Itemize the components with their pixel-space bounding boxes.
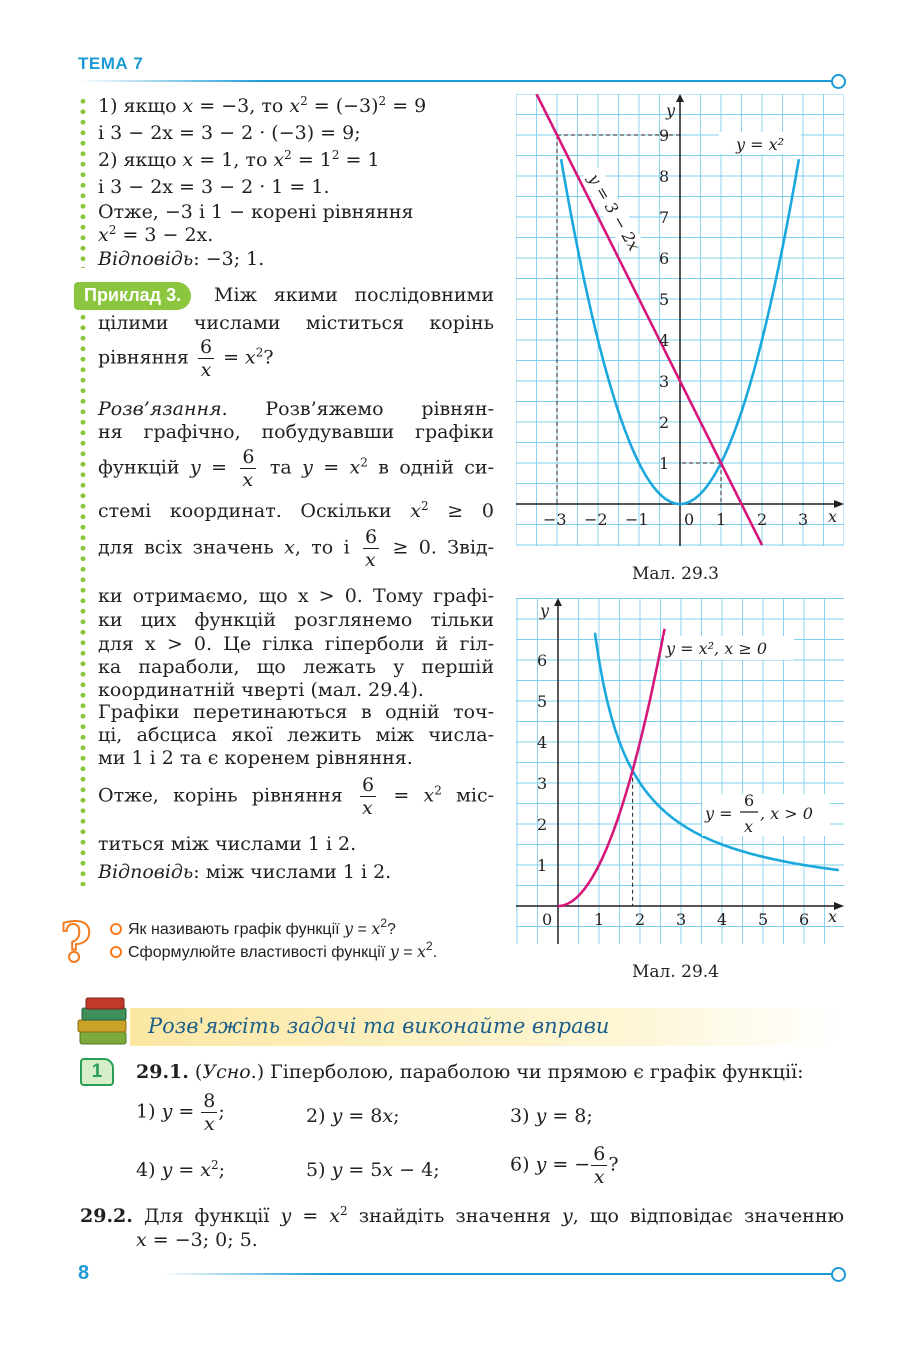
- exercise-option: 1) y = $\frac{8}{x}$ ;: [136, 1090, 225, 1135]
- y-tick-label: 7: [659, 208, 670, 227]
- question-mark-icon: ?: [60, 910, 92, 974]
- figure-caption: Мал. 29.4: [632, 962, 720, 982]
- solution-text: ми 1 і 2 та є коренем рівняння.: [98, 747, 413, 769]
- line-label-group: [581, 167, 645, 256]
- example-question: рівняння $\frac{6}{x}$ = $x^2$?: [98, 336, 274, 381]
- books-icon: [76, 996, 132, 1048]
- review-question: Як називають графік функції $y = x^2$?: [110, 918, 396, 940]
- solution-text: ка параболи, що лежать у першій: [98, 656, 494, 678]
- x-tick-label: 3: [798, 510, 809, 529]
- x-tick-label: 3: [676, 910, 687, 929]
- y-tick-label: 5: [537, 692, 548, 711]
- difficulty-level-badge: 1: [80, 1058, 114, 1086]
- solution-line: і 3 − 2x = 3 − 2 · (−3) = 9;: [98, 122, 361, 144]
- line-label: y = 3 − 2x: [584, 170, 644, 255]
- x-axis-label: x: [828, 907, 838, 926]
- figure-29-4: [516, 598, 844, 944]
- solution-line: і 3 − 2x = 3 − 2 · 1 = 1.: [98, 176, 330, 198]
- bullet-circle-icon: [110, 946, 122, 958]
- solution-text: для всіх значень x, то і $\frac{6}{x}$ ≥ 0. Звід-: [98, 526, 495, 571]
- y-tick-label: 9: [659, 126, 670, 145]
- solution-text: для x > 0. Це гілка гіперболи й гіл-: [98, 633, 494, 655]
- x-tick-label: 1: [594, 910, 605, 929]
- y-axis-label: y: [540, 601, 550, 620]
- exercise-29-1-statement: 29.1. (Усно.) Гіперболою, параболою чи прямою є графік функції:: [136, 1061, 804, 1083]
- solution-line: $x^2 = 3 - 2x$.: [98, 223, 214, 246]
- hyperbola-label-denominator: x: [744, 817, 754, 836]
- x-tick-label: 2: [757, 510, 768, 529]
- parabola-label: y = x²: [736, 135, 785, 154]
- example-question: Між якими послідовними: [214, 284, 494, 306]
- origin-label: 0: [542, 910, 553, 929]
- solution-line: Отже, −3 і 1 − корені рівняння: [98, 201, 414, 223]
- x-tick-label: 1: [716, 510, 727, 529]
- example-question: цілими числами міститься корінь: [98, 312, 494, 334]
- y-tick-label: 5: [659, 290, 670, 309]
- banner-text: Розв'яжіть задачі та виконайте вправи: [148, 1014, 610, 1038]
- exercise-29-2-statement: 29.2. Для функції $y = x^2$ знайдіть значення y, що відповідає значенню: [80, 1204, 845, 1227]
- hyperbola-label-lhs: y =: [705, 804, 733, 823]
- example-badge: Приклад 3.: [74, 282, 191, 310]
- y-axis-arrow: [554, 598, 562, 606]
- dotted-margin: [80, 312, 86, 886]
- topic-header: ТЕМА 7: [78, 54, 144, 73]
- x-tick-label: −1: [625, 510, 649, 529]
- hyperbola-label-numerator: 6: [744, 791, 755, 810]
- footer-rule: [160, 1273, 832, 1275]
- exercise-option: 3) y = 8;: [510, 1105, 593, 1127]
- page-number: 8: [78, 1262, 90, 1284]
- solution-text: функцій y = $\frac{6}{x}$ та $y = x^2$ в одній си-: [98, 446, 494, 491]
- y-axis-arrow: [676, 94, 684, 102]
- bullet-circle-icon: [110, 923, 122, 935]
- answer-line: Відповідь: між числами 1 і 2.: [98, 861, 392, 883]
- exercise-option: 4) $y = x^2$;: [136, 1158, 226, 1181]
- exercise-option: 5) y = 5x − 4;: [306, 1159, 440, 1181]
- x-tick-label: −2: [584, 510, 608, 529]
- y-tick-label: 1: [659, 454, 670, 473]
- y-tick-label: 3: [659, 372, 670, 391]
- y-tick-label: 2: [659, 413, 670, 432]
- review-question: Сформулюйте властивості функції $y = x^2$.: [110, 941, 437, 963]
- parabola-label: y = x², x ≥ 0: [666, 639, 768, 658]
- solution-text: Отже, корінь рівняння $\frac{6}{x}$ = $x^2$ міс-: [98, 774, 495, 819]
- solution-text: ки цих функцій розглянемо тільки: [98, 609, 494, 631]
- solution-text: Графіки перетинаються в одній точ-: [98, 701, 494, 723]
- header-rule-end: [831, 74, 846, 89]
- answer-line: Відповідь: −3; 1.: [98, 248, 265, 270]
- y-tick-label: 6: [537, 651, 548, 670]
- parabola-branch: [558, 629, 665, 906]
- y-tick-label: 6: [659, 249, 670, 268]
- solution-text: координатній чверті (мал. 29.4).: [98, 679, 424, 701]
- y-tick-label: 4: [537, 733, 548, 752]
- y-tick-label: 8: [659, 167, 670, 186]
- x-tick-label: 4: [717, 910, 728, 929]
- x-axis-label: x: [828, 507, 838, 526]
- hyperbola-label-domain: , x > 0: [760, 804, 813, 823]
- y-tick-label: 1: [537, 856, 548, 875]
- x-tick-label: −3: [543, 510, 567, 529]
- y-tick-label: 2: [537, 815, 548, 834]
- exercise-29-2-values: x = −3; 0; 5.: [136, 1229, 258, 1251]
- solution-line: 1) якщо x = −3, то $x^2 = (-3)^2 = 9$: [98, 94, 427, 117]
- solution-text: ня графічно, побудувавши графіки: [98, 421, 494, 443]
- y-axis-label: y: [666, 101, 676, 120]
- exercises-banner: [130, 1008, 842, 1046]
- x-tick-label: 2: [635, 910, 646, 929]
- solution-text: ці, абсциса якої лежить між числа-: [98, 724, 494, 746]
- solution-text: титься між числами 1 і 2.: [98, 833, 357, 855]
- exercise-option: 2) y = 8x;: [306, 1105, 400, 1127]
- y-tick-label: 3: [537, 774, 548, 793]
- footer-rule-end: [831, 1267, 846, 1282]
- solution-text: ки отримаємо, що x > 0. Тому графі-: [98, 585, 494, 607]
- x-tick-label: 6: [799, 910, 810, 929]
- y-tick-label: 4: [659, 331, 670, 350]
- x-tick-label: 5: [758, 910, 769, 929]
- figure-29-3: [516, 94, 844, 546]
- exercise-option: 6) y = − $\frac{6}{x}$ ?: [510, 1143, 619, 1188]
- figure-caption: Мал. 29.3: [632, 564, 720, 584]
- dotted-margin: [80, 96, 86, 268]
- origin-label: 0: [684, 510, 695, 529]
- header-rule: [78, 80, 832, 82]
- solution-text: Розв’язання. Розв’яжемо рівнян-: [98, 398, 494, 420]
- solution-text: стемі координат. Оскільки $x^2 \ge 0$: [98, 499, 494, 522]
- solution-line: 2) якщо x = 1, то $x^2 = 1^2 = 1$: [98, 148, 380, 171]
- tick-labels: [537, 651, 809, 929]
